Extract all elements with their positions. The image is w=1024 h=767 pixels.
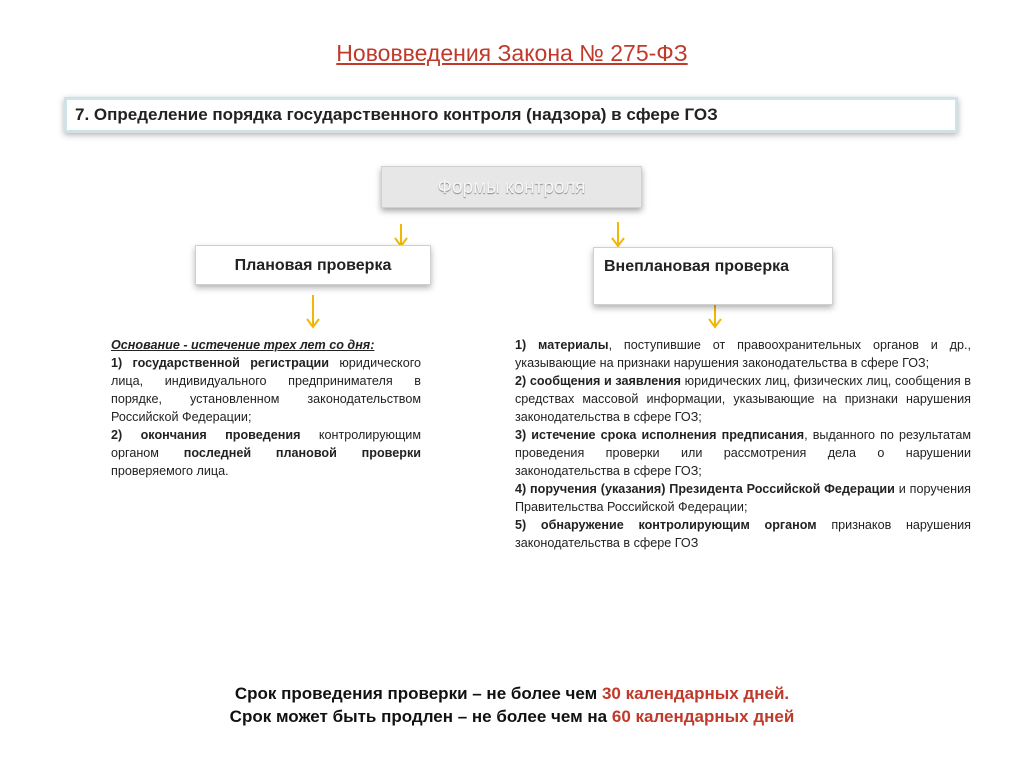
planned-item-2: 2) окончания проведения контролирующим органом последней плановой проверки проверяемого лица. (111, 428, 421, 478)
unplanned-item-4: 4) поручения (указания) Президента Российской Федерации и поручения Правительства Российской Федерации; (515, 482, 971, 514)
unplanned-grounds-text (515, 336, 971, 552)
planned-item-1: 1) государственной регистрации юридического лица, индивидуального предпринимателя в порядке, установленном законодательством Российской Федерации; (111, 356, 422, 424)
deadline-summary (0, 682, 1024, 728)
arrow-down-icon (611, 222, 625, 248)
unplanned-item-5: 5) обнаружение контролирующим органом признаков нарушения законодательства в сфере ГОЗ (515, 518, 972, 550)
arrow-down-icon (306, 295, 320, 329)
deadline-line-2: Срок может быть продлен – не более чем на 60 календарных дней (229, 707, 795, 726)
section-heading: 7. Определение порядка государственного контроля (надзора) в сфере ГОЗ (64, 97, 958, 133)
planned-grounds-text (111, 336, 421, 480)
planned-inspection-box: Плановая проверка (195, 245, 431, 285)
planned-basis: Основание - истечение трех лет со дня: (111, 338, 375, 352)
deadline-line-1: Срок проведения проверки – не более чем 30 календарных дней. (234, 684, 790, 703)
slide-title: Нововведения Закона № 275-ФЗ (336, 40, 688, 66)
unplanned-inspection-box: Внеплановая проверка (593, 247, 833, 305)
forms-of-control-box: Формы контроля (381, 166, 642, 208)
unplanned-item-1: 1) материалы, поступившие от правоохранительных органов и др., указывающие на признаки нарушения законодательства в сфере ГОЗ; (515, 338, 972, 370)
unplanned-item-2: 2) сообщения и заявления юридических лиц, физических лиц, сообщения в средствах массовой информации, указывающие на признаки нарушения законодательства в сфере ГОЗ; (515, 374, 971, 424)
unplanned-item-3: 3) истечение срока исполнения предписания, выданного по результатам проведения проверки или рассмотрения дела о нарушении законодательства в сфере ГОЗ; (515, 428, 971, 478)
